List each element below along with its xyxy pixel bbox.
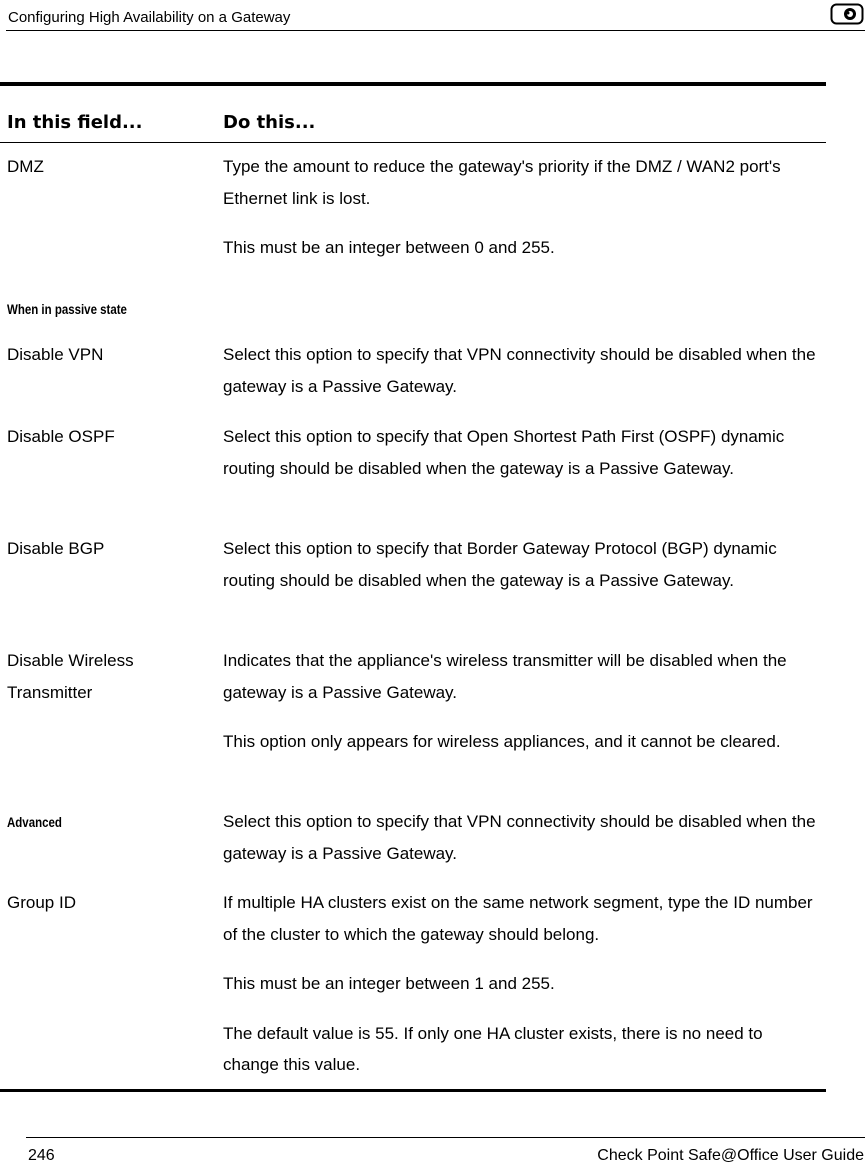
section-cell (7, 293, 207, 326)
page-footer (26, 1137, 865, 1164)
field-name: Disable OSPF (7, 427, 115, 446)
field-name: Disable Wireless Transmitter (7, 651, 134, 702)
field-description (223, 151, 818, 264)
field-description (223, 887, 818, 1081)
column-header-field: In this field... (7, 112, 143, 133)
table-row (0, 645, 826, 758)
description-paragraph: This must be an integer between 0 and 255. (223, 238, 555, 257)
table-row (0, 887, 826, 1081)
field-name: Disable BGP (7, 539, 105, 558)
field-description-table (0, 82, 826, 1092)
check-point-logo-icon (830, 3, 864, 25)
guide-title: Check Point Safe@Office User Guide (597, 1147, 864, 1164)
header-title: Configuring High Availability on a Gateway (8, 9, 291, 26)
field-description (223, 421, 818, 484)
description-paragraph: Select this option to specify that Open Shortest Path First (OSPF) dynamic routing should be disabled when the gateway is a Passive Gateway. (223, 427, 785, 478)
section-label: When in passive state (7, 301, 127, 317)
field-description (223, 339, 818, 402)
table-row (0, 151, 826, 264)
field-name: Group ID (7, 893, 76, 912)
description-paragraph: If multiple HA clusters exist on the same network segment, type the ID number of the cluster to which the gateway should belong. (223, 893, 813, 944)
field-description (223, 533, 818, 596)
description-paragraph: The default value is 55. If only one HA cluster exists, there is no need to change this value. (223, 1023, 763, 1074)
description-paragraph: Type the amount to reduce the gateway's priority if the DMZ / WAN2 port's Ethernet link is lost. (223, 157, 781, 208)
description-paragraph: This must be an integer between 1 and 255. (223, 974, 555, 993)
field-description (223, 806, 818, 869)
description-paragraph: Select this option to specify that VPN connectivity should be disabled when the gateway is a Passive Gateway. (223, 345, 816, 396)
table-row (0, 421, 826, 484)
description-paragraph: This option only appears for wireless appliances, and it cannot be cleared. (223, 732, 781, 751)
field-name: Disable VPN (7, 345, 104, 364)
description-paragraph: Select this option to specify that VPN connectivity should be disabled when the gateway is a Passive Gateway. (223, 812, 816, 863)
description-paragraph: Select this option to specify that Border Gateway Protocol (BGP) dynamic routing should be disabled when the gateway is a Passive Gateway. (223, 539, 777, 590)
section-row (0, 806, 826, 869)
field-description (223, 645, 818, 758)
description-paragraph: Indicates that the appliance's wireless transmitter will be disabled when the gateway is a Passive Gateway. (223, 651, 787, 702)
table-body (0, 143, 826, 1089)
table-row (0, 339, 826, 402)
page-number: 246 (28, 1147, 55, 1164)
column-header-action: Do this... (223, 112, 316, 133)
section-cell (7, 806, 207, 839)
table-row (0, 533, 826, 596)
field-name: DMZ (7, 157, 44, 176)
section-label: Advanced (7, 814, 62, 830)
table-header-row (0, 86, 826, 143)
page-header (6, 0, 865, 31)
